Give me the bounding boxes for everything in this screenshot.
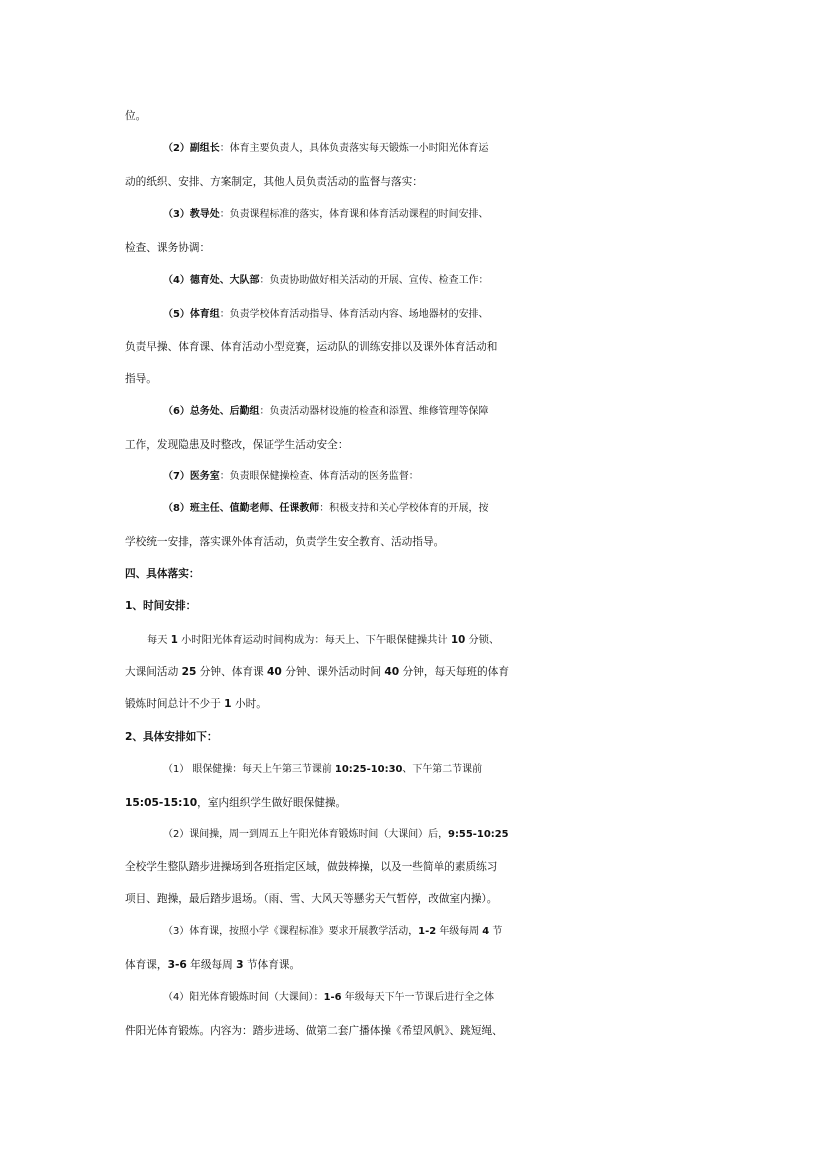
text-segment: 件阳光体育锻炼。内容为：踏步进场、做第二套广播体操《希望风帆》、跳短绳、 [125, 1024, 503, 1037]
text-line [125, 332, 827, 362]
text-line [163, 462, 827, 492]
text-line [163, 134, 827, 164]
text-segment: 年级每天下午一节课后进行全之体 [341, 992, 495, 1003]
bold-text-segment: 10:25-10:30 [334, 764, 403, 775]
text-line [125, 233, 827, 263]
text-line [125, 950, 827, 980]
text-line [163, 755, 827, 785]
text-line [125, 722, 827, 752]
text-line [125, 591, 827, 621]
text-segment: 分锁、 [465, 634, 500, 646]
text-line [163, 820, 827, 850]
text-segment: 体育课， [125, 958, 168, 971]
text-line [163, 917, 827, 947]
text-segment: ：体育主要负责人，具体负责落实每天锻炼一小时阳光体育运 [219, 143, 489, 154]
text-segment: 位。 [125, 109, 147, 122]
text-line [125, 884, 827, 914]
bold-text-segment: 25 [181, 665, 197, 678]
text-line [163, 983, 827, 1013]
text-segment: （2）课间操，周一到周五上午阳光体育锻炼时间（大课间）后， [163, 829, 449, 840]
text-line [163, 266, 827, 296]
text-line [125, 527, 827, 557]
text-line [125, 167, 827, 197]
bold-text-segment: （8）班主任、值勤老师、任课教师 [163, 503, 320, 514]
text-segment: 大课间活动 [125, 665, 182, 678]
text-segment: （3）体育课，按照小学《课程标准》要求开展教学活动， [163, 926, 419, 937]
text-segment: 分钟、课外活动时间 [281, 665, 385, 678]
text-segment: 动的纸织、安排、方案制定，其他人员负责活动的监督与落实： [125, 175, 423, 188]
bold-text-segment: （6）总务处、后勤组 [163, 406, 260, 417]
text-segment: ：负责活动器材设施的检查和添置、维修管理等保障 [259, 406, 489, 417]
text-segment: ：负责眼保健操检查、体育活动的医务监督： [219, 471, 419, 482]
bold-text-segment: 1-2 [418, 926, 437, 937]
text-line [125, 430, 827, 460]
bold-text-segment: 1 [170, 634, 178, 646]
text-segment: 年级每周 [436, 926, 483, 937]
text-segment: ：负责课程标准的落实，体育课和体育活动课程的时间安排、 [219, 209, 489, 220]
bold-text-segment: 3-6 [167, 958, 187, 971]
bold-text-segment: 1-6 [323, 992, 342, 1003]
text-segment: 小时。 [231, 697, 267, 710]
text-segment: 节体育课。 [243, 958, 301, 971]
text-segment: 小时阳光体育运动时间构成为：每天上、下午眼保健操共计 [177, 634, 451, 646]
bold-text-segment: （2）副组长 [163, 143, 220, 154]
text-segment: 学校统一安排，落实课外体育活动，负责学生安全教育、活动指导。 [125, 535, 445, 548]
text-line [163, 397, 827, 427]
text-segment: 每天 [147, 634, 171, 646]
bold-text-segment: （4）德育处、大队部 [163, 275, 260, 286]
bold-text-segment: 1、时间安排： [125, 599, 197, 612]
text-segment: 全校学生整队踏步进操场到各班指定区域，做鼓棒操，以及一些简单的素质练习 [125, 860, 498, 873]
text-segment: ：积极支持和关心学校体育的开展，按 [319, 503, 489, 514]
text-segment: ：负责协助做好相关活动的开展、宣传、检查工作： [259, 275, 489, 286]
text-segment: （4）阳光体育锻炼时间（大课间）： [163, 992, 324, 1003]
text-line [163, 200, 827, 230]
text-segment: ，室内组织学生做好眼保健操。 [197, 796, 347, 809]
text-segment: 分钟、体育课 [196, 665, 268, 678]
bold-text-segment: （7）医务室 [163, 471, 220, 482]
text-segment: 锻炼时间总计不少于 [125, 697, 225, 710]
text-segment: 分钟，每天每班的体育 [399, 665, 509, 678]
text-line [125, 101, 827, 131]
text-segment: 节 [489, 926, 503, 937]
bold-text-segment: 10 [450, 634, 466, 646]
text-line [163, 494, 827, 524]
bold-text-segment: 2、具体安排如下： [125, 730, 218, 743]
text-line [147, 625, 827, 655]
text-line [125, 852, 827, 882]
text-line [125, 364, 827, 394]
bold-text-segment: 15:05-15:10 [125, 796, 198, 809]
text-segment: ：负责学校体育活动指导、体育活动内容、场地器材的安排、 [219, 309, 489, 320]
text-segment: （1） 眼保健操：每天上午第三节课前 [163, 764, 335, 775]
text-line [163, 300, 827, 330]
text-segment: 负责早操、体育课、体育活动小型竞赛，运动队的训练安排以及课外体育活动和 [125, 340, 498, 353]
text-line [125, 689, 827, 719]
text-segment: 指导。 [125, 372, 157, 385]
text-segment: 、下午第二节课前 [402, 764, 483, 775]
text-segment: 年级每周 [186, 958, 237, 971]
text-segment: 检查、课务协调： [125, 241, 211, 254]
text-line [125, 559, 827, 589]
bold-text-segment: 四、具体落实： [125, 567, 200, 580]
bold-text-segment: （5）体育组 [163, 309, 220, 320]
text-line [125, 657, 827, 687]
text-line [125, 1016, 827, 1046]
bold-text-segment: 1 [224, 697, 232, 710]
text-segment: 工作，发现隐患及时整改，保证学生活动安全： [125, 438, 349, 451]
bold-text-segment: 9:55-10:25 [448, 829, 509, 840]
bold-text-segment: 3 [236, 958, 244, 971]
bold-text-segment: （3）教导处 [163, 209, 220, 220]
text-line [125, 788, 827, 818]
bold-text-segment: 40 [267, 665, 282, 678]
bold-text-segment: 4 [482, 926, 490, 937]
bold-text-segment: 40 [384, 665, 400, 678]
text-segment: 项目、跑操，最后踏步退场。（雨、雪、大风天等懸劣天气暂停，改做室内操）。 [125, 892, 498, 905]
